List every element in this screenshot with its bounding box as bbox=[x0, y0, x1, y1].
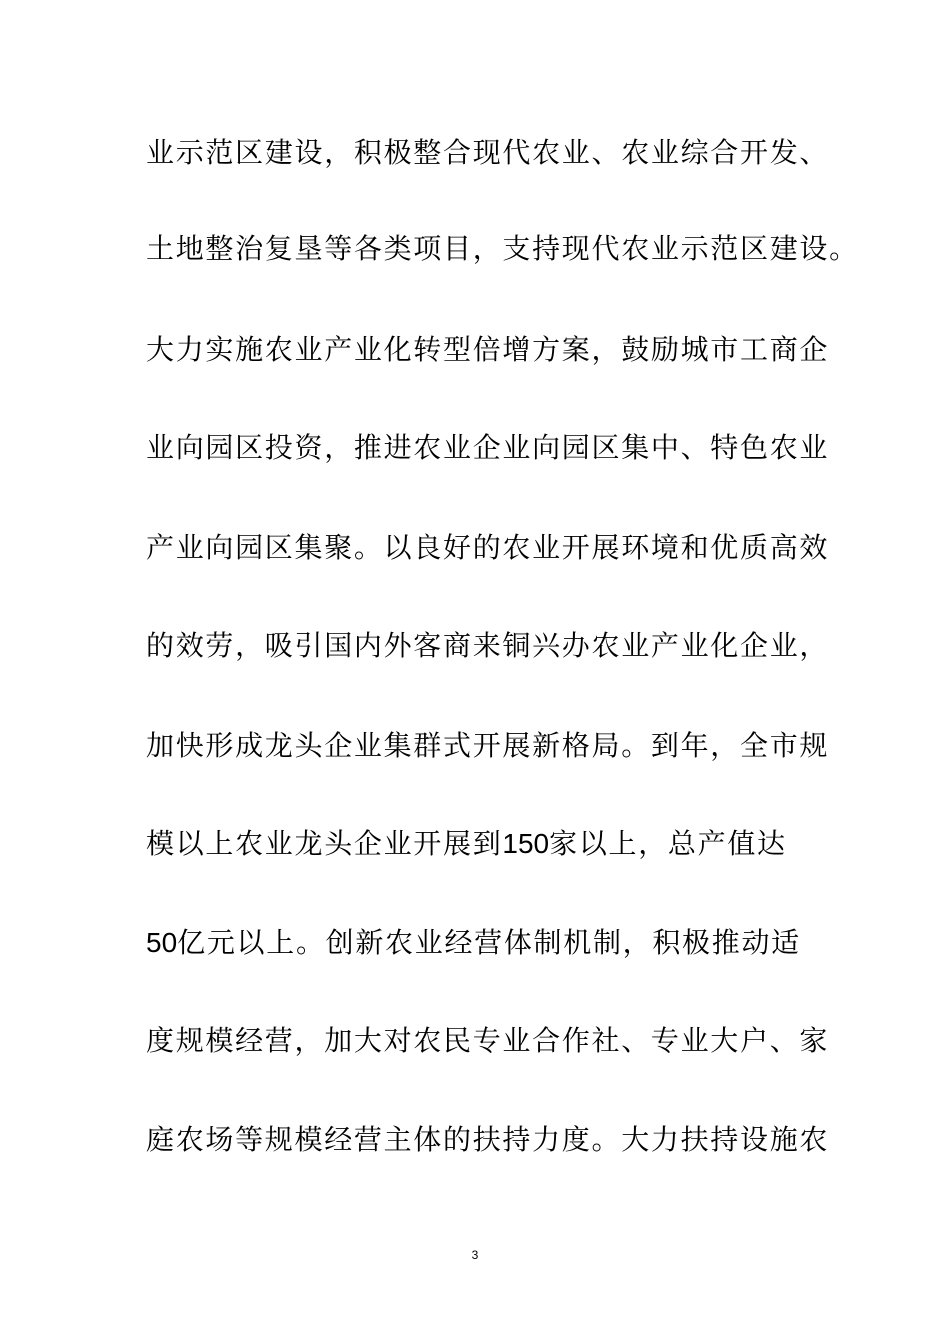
body-text-line: 50亿元以上。创新农业经营体制机制，积极推动适 bbox=[146, 926, 801, 959]
body-text-line: 土地整治复垦等各类项目，支持现代农业示范区建设。 bbox=[146, 232, 859, 265]
body-text-line: 庭农场等规模经营主体的扶持力度。大力扶持设施农 bbox=[146, 1123, 830, 1156]
body-text-line: 加快形成龙头企业集群式开展新格局。到年，全市规 bbox=[146, 729, 830, 762]
body-text-line: 模以上农业龙头企业开展到150家以上，总产值达 bbox=[146, 827, 787, 860]
body-text-line: 大力实施农业产业化转型倍增方案，鼓励城市工商企 bbox=[146, 333, 830, 366]
body-text-line: 业示范区建设，积极整合现代农业、农业综合开发、 bbox=[146, 136, 830, 169]
body-text-line: 业向园区投资，推进农业企业向园区集中、特色农业 bbox=[146, 431, 830, 464]
body-text-line: 度规模经营，加大对农民专业合作社、专业大户、家 bbox=[146, 1024, 830, 1057]
body-text-line: 的效劳，吸引国内外客商来铜兴办农业产业化企业， bbox=[146, 629, 830, 662]
page-number: 3 bbox=[471, 1248, 479, 1262]
body-text-line: 产业向园区集聚。以良好的农业开展环境和优质高效 bbox=[146, 531, 830, 564]
